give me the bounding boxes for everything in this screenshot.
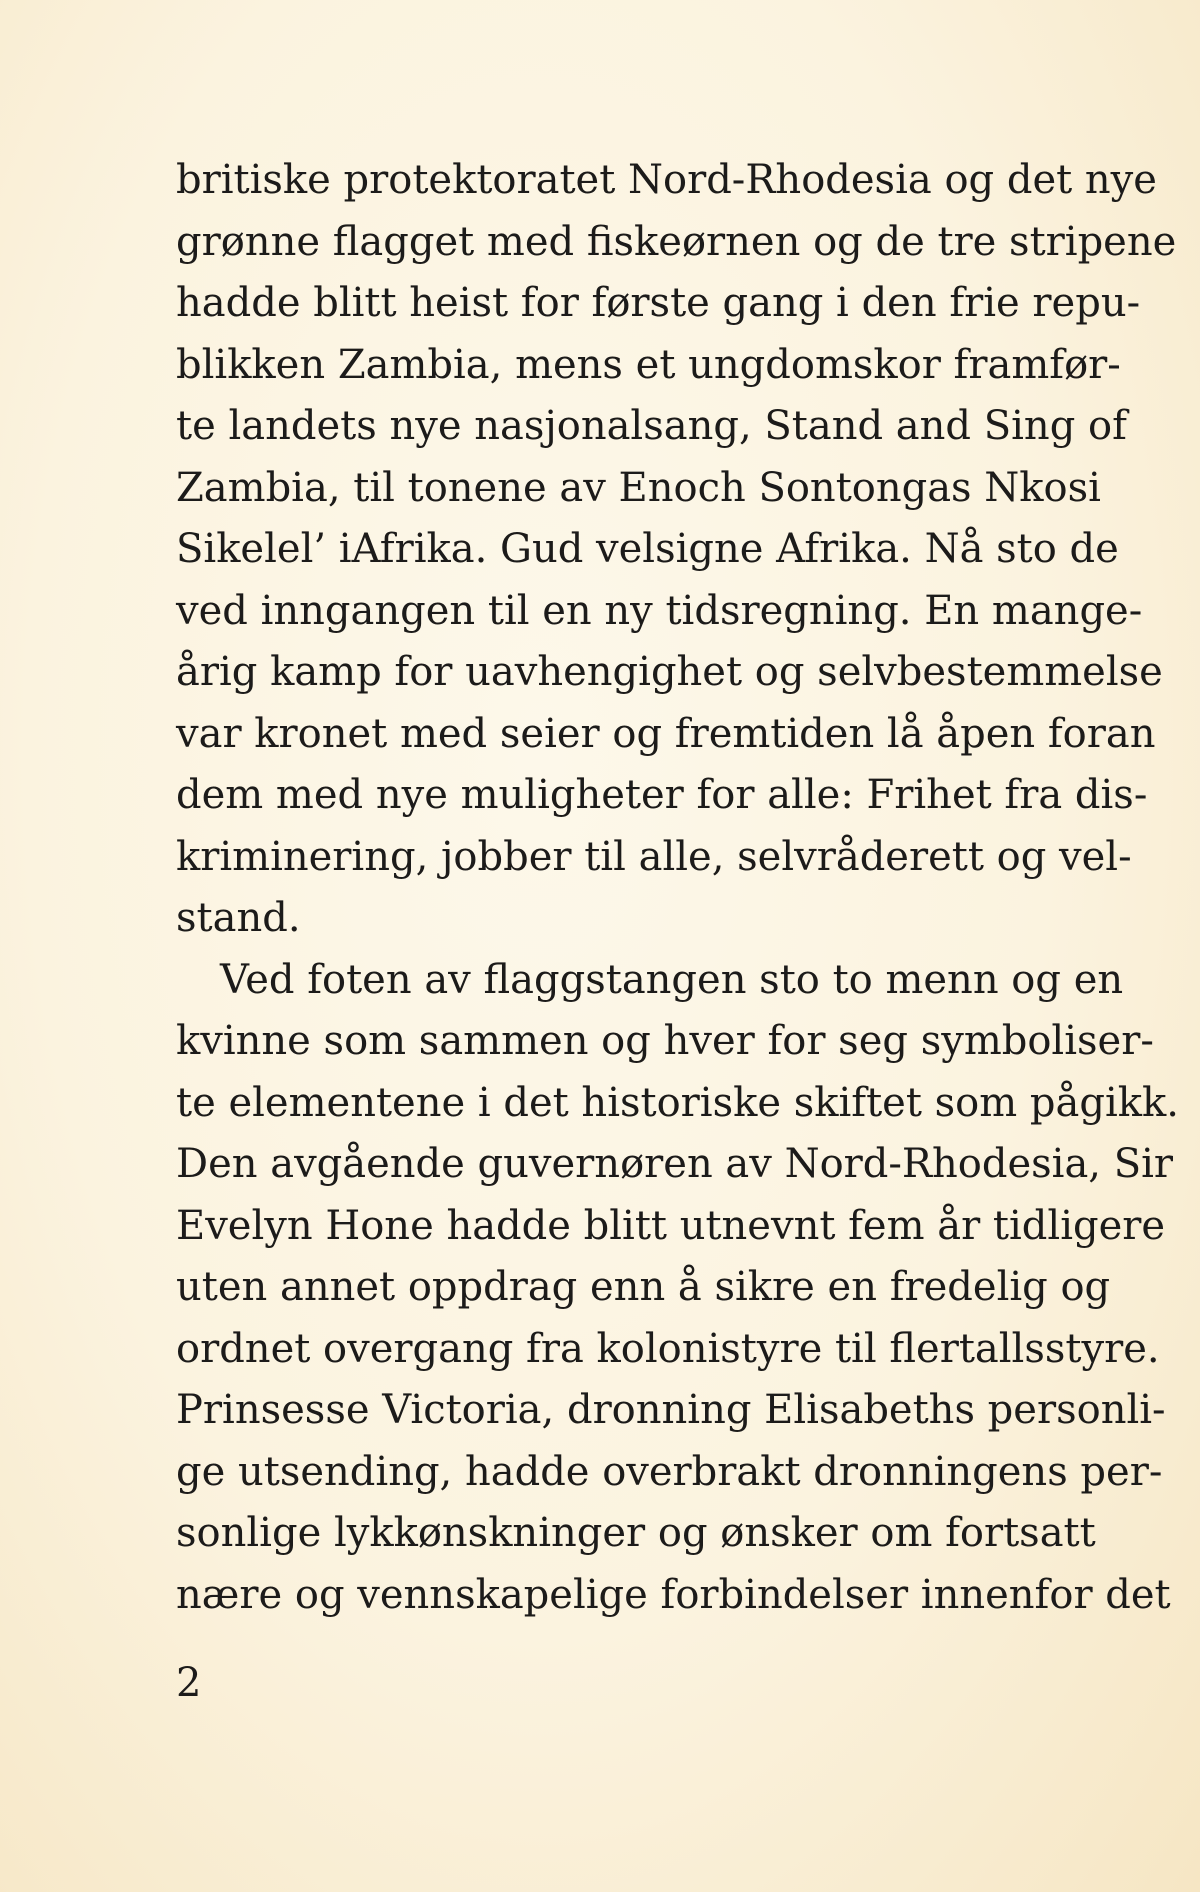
text-line: kriminering, jobber til alle, selvråderett og vel- [176, 833, 1132, 880]
text-line: ved inngangen til en ny tidsregning. En mange- [176, 587, 1143, 634]
text-line: ge utsending, hadde overbrakt dronningens per- [176, 1448, 1163, 1495]
text-line: Prinsesse Victoria, dronning Elisabeths personli- [176, 1387, 1166, 1433]
paragraph-1 [176, 150, 1177, 950]
text-line: uten annet oppdrag enn å sikre en fredelig og [176, 1264, 1111, 1310]
text-line: årig kamp for uavhengighet og selvbestemmelse [176, 649, 1163, 695]
text-line: var kronet med seier og fremtiden lå åpen foran [176, 710, 1156, 757]
page-number: 2 [176, 1660, 202, 1706]
text-line: stand. [176, 895, 301, 941]
text-line: grønne flagget med fiskeørnen og de tre stripene [176, 218, 1177, 265]
text-line: nære og vennskapelige forbindelser innenfor det [176, 1571, 1171, 1618]
text-line: kvinne som sammen og hver for seg symboliser- [176, 1018, 1154, 1064]
paragraph-2 [176, 950, 1179, 1627]
text-line: ordnet overgang fra kolonistyre til flertallsstyre. [176, 1325, 1160, 1372]
page-body [176, 150, 1179, 1626]
text-line: te elementene i det historiske skiftet som pågikk. [176, 1079, 1179, 1126]
text-line: blikken Zambia, mens et ungdomskor framfør- [176, 341, 1121, 388]
text-line: sonlige lykkønskninger og ønsker om fortsatt [176, 1510, 1096, 1556]
text-line: dem med nye muligheter for alle: Frihet fra dis- [176, 772, 1148, 818]
text-line: te landets nye nasjonalsang, Stand and Sing of [176, 403, 1127, 449]
text-line: Den avgående guvernøren av Nord-Rhodesia, Sir [176, 1141, 1174, 1187]
text-line: britiske protektoratet Nord-Rhodesia og det nye [176, 157, 1157, 203]
text-line: Sikelel’ iAfrika. Gud velsigne Afrika. Nå sto de [176, 526, 1119, 572]
text-line: Zambia, til tonene av Enoch Sontongas Nkosi [176, 464, 1101, 511]
text-line: hadde blitt heist for første gang i den frie repu- [176, 280, 1141, 326]
text-line: Evelyn Hone hadde blitt utnevnt fem år tidligere [176, 1202, 1166, 1249]
text-line: Ved foten av flaggstangen sto to menn og en [220, 956, 1124, 1003]
